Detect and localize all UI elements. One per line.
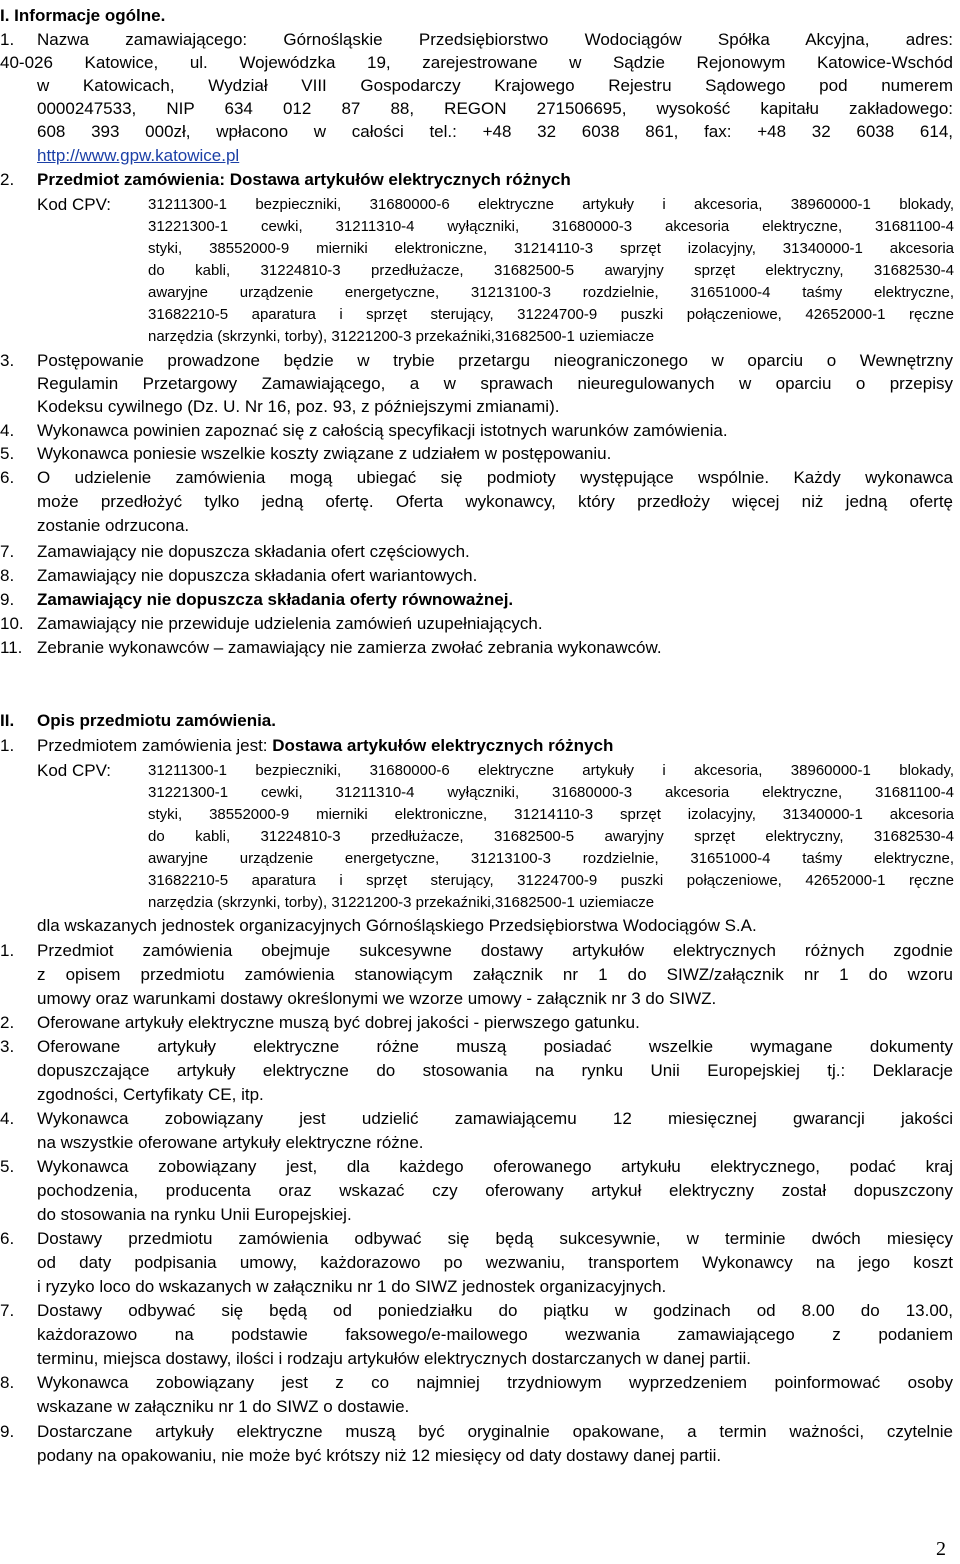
cpv-line: do kabli, 31224810-3 przedłużacze, 31682500-5 awaryjny sprzęt elektryczny, 31682530-4 (148, 262, 954, 279)
text-line: Wykonawca poniesie wszelkie koszty związane z udziałem w postępowaniu. (37, 444, 612, 463)
text-line: 0000247533, NIP 634 012 87 88, REGON 271506695, wysokość kapitału zakładowego: (37, 99, 953, 118)
item-number: 11. (0, 638, 23, 657)
item-number: 4. (0, 421, 15, 440)
item-number: 8. (0, 566, 15, 585)
item-number: 9. (0, 1422, 15, 1441)
subject-line (37, 736, 613, 756)
text-line: pochodzenia, producenta oraz wskazać czy oferowany artykuł elektryczny został dopuszczony (37, 1181, 953, 1200)
item-number: 4. (0, 1109, 15, 1128)
item-number: 7. (0, 1301, 15, 1320)
cpv-line: 31211300-1 bezpieczniki, 31680000-6 elektryczne artykuły i akcesoria, 38960000-1 blokady, (148, 762, 954, 779)
text-line-bold: Zamawiający nie dopuszcza składania oferty równoważnej. (37, 590, 514, 609)
text-line: O udzielenie zamówienia mogą ubiegać się podmioty występujące wspólnie. Każdy wykonawca (37, 468, 953, 487)
text-line: na wszystkie oferowane artykuły elektryczne różne. (37, 1133, 424, 1152)
item-number: 1. (0, 30, 15, 49)
subject-title: Przedmiot zamówienia: Dostawa artykułów elektrycznych różnych (37, 170, 571, 189)
text-line: 608 393 000zł, wpłacono w całości tel.: +48 32 6038 861, fax: +48 32 6038 614, (37, 122, 953, 141)
text-line: wskazane w załączniku nr 1 do SIWZ o dostawie. (37, 1397, 410, 1416)
cpv-line: awaryjne urządzenie energetyczne, 31213100-3 rozdzielnie, 31651000-4 taśmy elektryczne, (148, 850, 954, 867)
text-line: Wykonawca zobowiązany jest z co najmniej trzydniowym wyprzedzeniem poinformować osoby (37, 1373, 953, 1392)
cpv-label: Kod CPV: (37, 195, 112, 214)
text-line: Oferowane artykuły elektryczne muszą być dobrej jakości - pierwszego gatunku. (37, 1013, 640, 1032)
text-line: Zamawiający nie przewiduje udzielenia zamówień uzupełniających. (37, 614, 543, 633)
text-line: Nazwa zamawiającego: Górnośląskie Przedsiębiorstwo Wodociągów Spółka Akcyjna, adres: (37, 30, 953, 49)
text-line: w Katowicach, Wydział VIII Gospodarczy Krajowego Rejestru Sądowego pod numerem (37, 76, 953, 95)
text-line: Przedmiot zamówienia obejmuje sukcesywne dostawy artykułów elektrycznych różnych zgodnie (37, 941, 953, 960)
cpv-line: 31221300-1 cewki, 31211310-4 wyłączniki, 31680000-3 akcesoria elektryczne, 31681100-4 (148, 218, 954, 235)
item-number: 1. (0, 736, 15, 755)
cpv-line: styki, 38552000-9 mierniki elektroniczne, 31214110-3 sprzęt izolacyjny, 31340000-1 akcesoria (148, 806, 954, 823)
text-line: Regulamin Przetargowy Zamawiającego, a w sprawach nieuregulowanych w oparciu o przepisy (37, 374, 953, 393)
text-line: Wykonawca zobowiązany jest udzielić zamawiającemu 12 miesięcznej gwarancji jakości (37, 1109, 953, 1128)
text-line: z opisem przedmiotu zamówienia stanowiącym załącznik nr 1 do SIWZ/załącznik nr 1 do wzoru (37, 965, 953, 984)
item-number: 9. (0, 590, 15, 609)
item-number: 1. (0, 941, 15, 960)
text-line: podany na opakowaniu, nie może być krótszy niż 12 miesięcy od daty dostawy danej partii. (37, 1446, 722, 1465)
item-number: 8. (0, 1373, 15, 1392)
text-line: zostanie odrzucona. (37, 516, 190, 535)
text-line: dla wskazanych jednostek organizacyjnych Górnośląskiego Przedsiębiorstwa Wodociągów S.A. (37, 916, 757, 935)
item-number: 2. (0, 1013, 15, 1032)
cpv-line: narzędzia (skrzynki, torby), 31221200-3 przekaźniki,31682500-1 uziemiacze (148, 894, 655, 911)
cpv-line: do kabli, 31224810-3 przedłużacze, 31682500-5 awaryjny sprzęt elektryczny, 31682530-4 (148, 828, 954, 845)
text-line: zgodności, Certyfikaty CE, itp. (37, 1085, 264, 1104)
item-number: 7. (0, 542, 15, 561)
text-line: Dostawy przedmiotu zamówienia odbywać się będą sukcesywnie, w terminie dwóch miesięcy (37, 1229, 953, 1248)
cpv-line: styki, 38552000-9 mierniki elektroniczne, 31214110-3 sprzęt izolacyjny, 31340000-1 akcesoria (148, 240, 954, 257)
cpv-line: 31211300-1 bezpieczniki, 31680000-6 elektryczne artykuły i akcesoria, 38960000-1 blokady, (148, 196, 954, 213)
website-link[interactable]: http://www.gpw.katowice.pl (37, 146, 240, 165)
text-line: 40-026 Katowice, ul. Wojewódzka 19, zarejestrowane w Sądzie Rejonowym Katowice-Wschód (0, 53, 953, 72)
text-line: Dostawy odbywać się będą od poniedziałku do piątku w godzinach od 8.00 do 13.00, (37, 1301, 953, 1320)
text-line: Oferowane artykuły elektryczne różne muszą posiadać wszelkie wymagane dokumenty (37, 1037, 953, 1056)
subject-prefix: Przedmiotem zamówienia jest: (37, 736, 273, 755)
text-line: może przedłożyć tylko jedną ofertę. Oferta wykonawcy, który przedłoży więcej niż jedną ofertę (37, 492, 953, 511)
section-2-number: II. (0, 711, 15, 730)
cpv-label: Kod CPV: (37, 761, 112, 780)
section-2-heading: Opis przedmiotu zamówienia. (37, 711, 276, 730)
cpv-line: 31221300-1 cewki, 31211310-4 wyłączniki, 31680000-3 akcesoria elektryczne, 31681100-4 (148, 784, 954, 801)
item-number: 6. (0, 1229, 15, 1248)
item-number: 5. (0, 1157, 15, 1176)
cpv-line: 31682210-5 aparatura i sprzęt sterujący, 31224700-9 puszki połączeniowe, 42652000-1 ręczne (148, 872, 954, 889)
text-line: każdorazowo na podstawie faksowego/e-mailowego wezwania zamawiającego z podaniem (37, 1325, 953, 1344)
text-line: Zamawiający nie dopuszcza składania ofert częściowych. (37, 542, 470, 561)
cpv-line: awaryjne urządzenie energetyczne, 31213100-3 rozdzielnie, 31651000-4 taśmy elektryczne, (148, 284, 954, 301)
text-line: Wykonawca zobowiązany jest, dla każdego oferowanego artykułu elektrycznego, podać kraj (37, 1157, 953, 1176)
item-number: 6. (0, 468, 15, 487)
text-line: Dostarczane artykuły elektryczne muszą być oryginalnie opakowane, a termin ważności, czytelnie (37, 1422, 953, 1441)
text-line: Wykonawca powinien zapoznać się z całością specyfikacji istotnych warunków zamówienia. (37, 421, 728, 440)
cpv-line: 31682210-5 aparatura i sprzęt sterujący, 31224700-9 puszki połączeniowe, 42652000-1 ręczne (148, 306, 954, 323)
item-number: 10. (0, 614, 24, 633)
item-number: 2. (0, 170, 15, 189)
text-line: Zebranie wykonawców – zamawiający nie zamierza zwołać zebrania wykonawców. (37, 638, 662, 657)
text-line: i ryzyko loco do wskazanych w załączniku nr 1 do SIWZ jednostek organizacyjnych. (37, 1277, 667, 1296)
text-line: od daty podpisania umowy, każdorazowo po wezwaniu, transportem Wykonawcy na jego koszt (37, 1253, 953, 1272)
text-line: Postępowanie prowadzone będzie w trybie przetargu nieograniczonego w oparciu o Wewnętrzny (37, 351, 953, 370)
item-number: 5. (0, 444, 15, 463)
item-number: 3. (0, 351, 15, 370)
cpv-line: narzędzia (skrzynki, torby), 31221200-3 przekaźniki,31682500-1 uziemiacze (148, 328, 655, 345)
text-line: Zamawiający nie dopuszcza składania ofert wariantowych. (37, 566, 478, 585)
text-line: dopuszczające artykuły elektryczne do stosowania na rynku Unii Europejskiej tj.: Deklaracje (37, 1061, 953, 1080)
page-number: 2 (936, 1538, 946, 1560)
item-number: 3. (0, 1037, 15, 1056)
text-line: terminu, miejsca dostawy, ilości i rodzaju artykułów elektrycznych dostarczanych w danej partii. (37, 1349, 751, 1368)
text-line: do stosowania na rynku Unii Europejskiej. (37, 1205, 352, 1224)
section-1-heading: I. Informacje ogólne. (0, 6, 166, 25)
text-line: umowy oraz warunkami dostawy określonymi we wzorze umowy - załącznik nr 3 do SIWZ. (37, 989, 717, 1008)
subject-title: Dostawa artykułów elektrycznych różnych (272, 736, 614, 755)
text-line: Kodeksu cywilnego (Dz. U. Nr 16, poz. 93, z późniejszymi zmianami). (37, 397, 560, 416)
